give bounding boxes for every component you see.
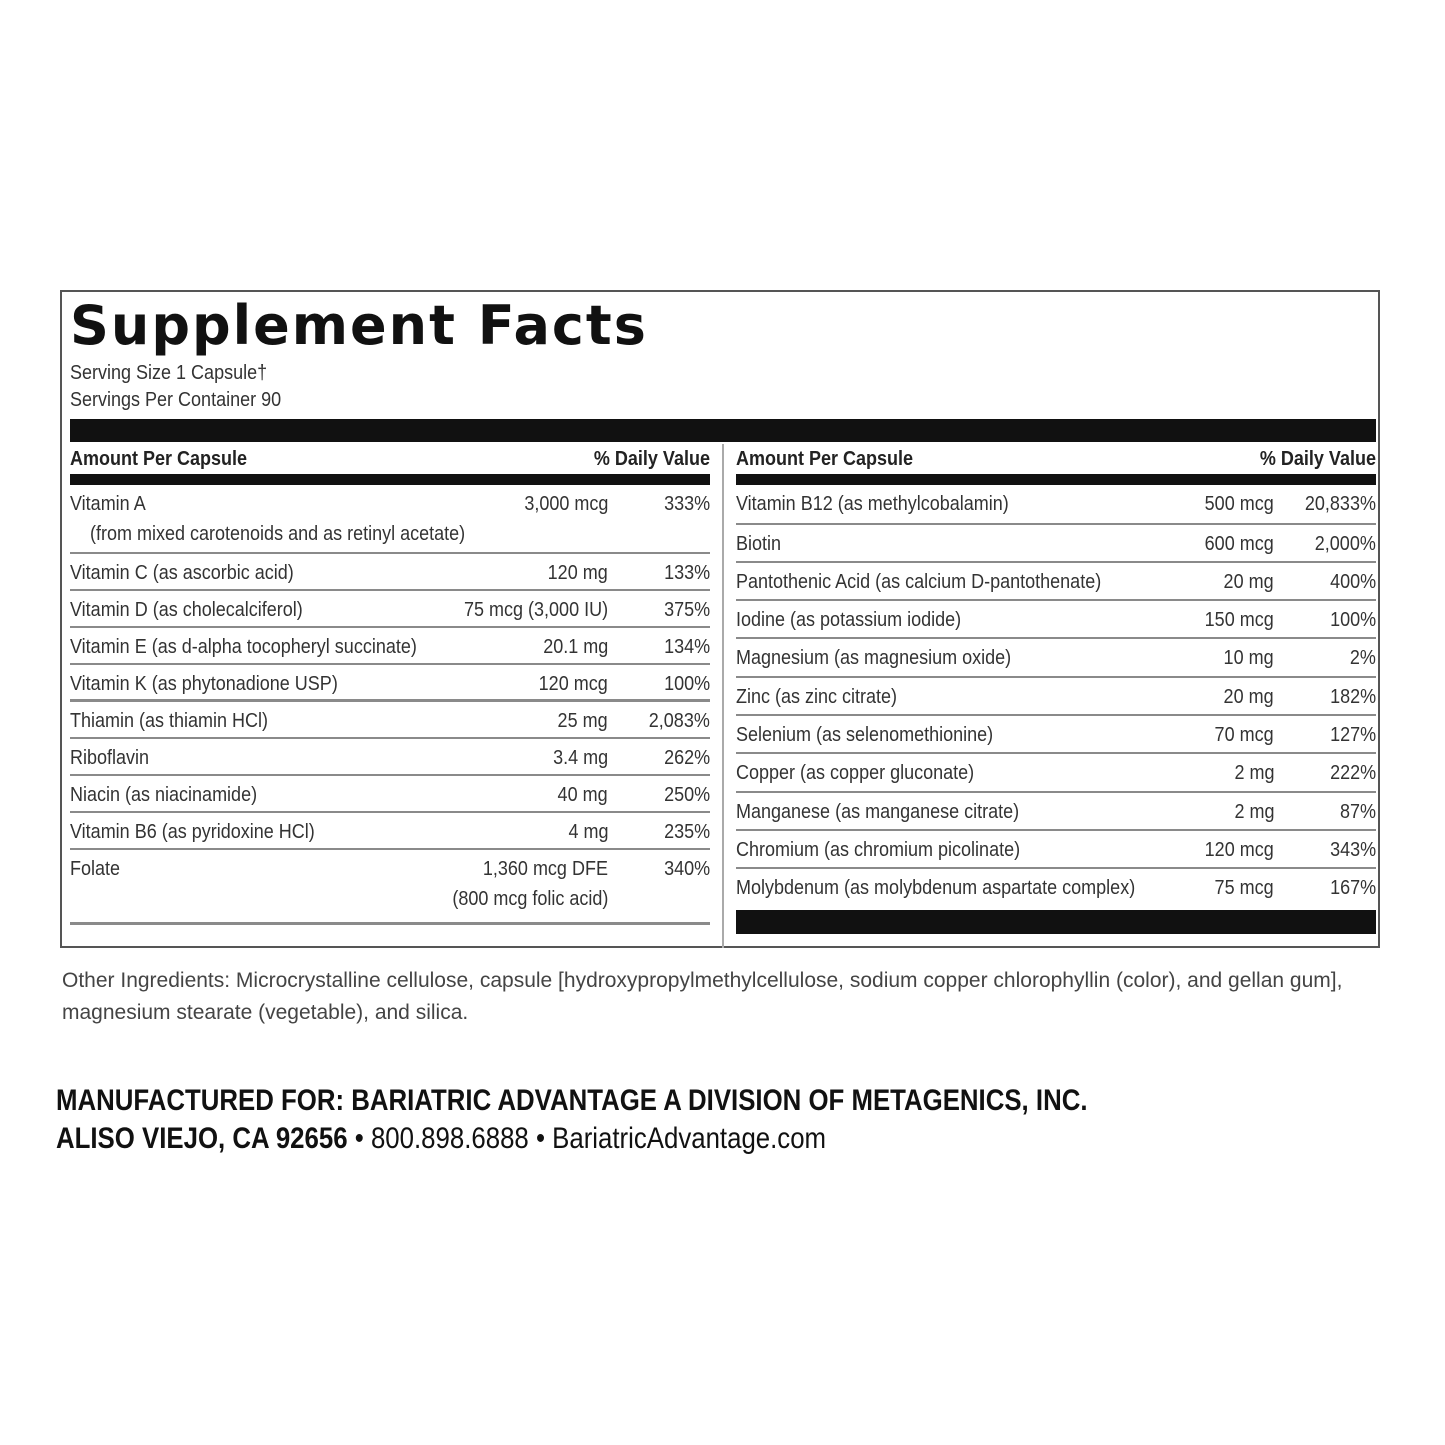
- nutrient-name: Vitamin C (as ascorbic acid): [70, 562, 294, 584]
- table-row: [736, 793, 1376, 831]
- nutrient-amount: 2 mg: [1233, 801, 1274, 823]
- table-row: [70, 485, 710, 554]
- table-row: [736, 525, 1376, 563]
- header-daily-value: % Daily Value: [1259, 448, 1376, 470]
- left-nutrient-column: [70, 444, 710, 919]
- nutrient-name: Selenium (as selenomethionine): [736, 724, 994, 746]
- nutrient-dv: 343%: [1329, 839, 1376, 861]
- table-row: [736, 869, 1376, 908]
- manufacturer-website: BariatricAdvantage.com: [552, 1122, 827, 1155]
- header-daily-value: % Daily Value: [593, 448, 710, 470]
- header-amount: Amount Per Capsule: [736, 448, 914, 470]
- nutrient-name: Vitamin B6 (as pyridoxine HCl): [70, 821, 315, 843]
- left-column-header: [70, 444, 710, 485]
- nutrient-amount: 20 mg: [1223, 571, 1274, 593]
- table-row: [70, 813, 710, 850]
- table-row: [736, 754, 1376, 793]
- serving-size: Serving Size 1 Capsule†: [70, 362, 268, 384]
- nutrient-name: Thiamin (as thiamin HCl): [70, 710, 269, 732]
- nutrient-name: Vitamin D (as cholecalciferol): [70, 599, 303, 621]
- right-nutrient-column: [736, 444, 1376, 908]
- supplement-facts-panel: [60, 290, 1380, 948]
- table-row: [736, 601, 1376, 639]
- nutrient-amount: 2 mg: [1233, 762, 1274, 784]
- table-row: [70, 739, 710, 776]
- nutrient-dv: 2%: [1349, 647, 1376, 669]
- nutrient-amount: 75 mcg: [1214, 877, 1274, 899]
- table-row: [736, 639, 1376, 678]
- nutrient-amount: 3.4 mg: [552, 747, 608, 769]
- nutrient-dv: 262%: [663, 747, 710, 769]
- top-divider-bar: [70, 419, 1376, 442]
- nutrient-dv: 333%: [663, 493, 710, 515]
- table-row: [70, 628, 710, 665]
- nutrient-dv: 134%: [663, 636, 710, 658]
- nutrient-name: Vitamin B12 (as methylcobalamin): [736, 493, 1009, 515]
- nutrient-dv: 167%: [1329, 877, 1376, 899]
- nutrient-name: Manganese (as manganese citrate): [736, 801, 1020, 823]
- manufacturer-phone: 800.898.6888: [370, 1122, 529, 1155]
- manufacturer-line: [56, 1084, 1088, 1118]
- nutrient-amount: 1,360 mcg DFE: [482, 858, 608, 880]
- table-row: [736, 563, 1376, 601]
- nutrient-dv: 133%: [663, 562, 710, 584]
- nutrient-amount: 600 mcg: [1204, 533, 1274, 555]
- nutrient-name: Vitamin A: [70, 493, 146, 515]
- bullet-separator: •: [535, 1122, 553, 1155]
- nutrient-name: Pantothenic Acid (as calcium D-pantothenate): [736, 571, 1102, 593]
- nutrient-name: Magnesium (as magnesium oxide): [736, 647, 1012, 669]
- table-row: [70, 554, 710, 591]
- nutrient-dv: 87%: [1339, 801, 1376, 823]
- nutrient-name: Chromium (as chromium picolinate): [736, 839, 1021, 861]
- nutrient-source: (from mixed carotenoids and as retinyl acetate): [90, 523, 466, 545]
- nutrient-dv: 127%: [1329, 724, 1376, 746]
- table-row: [736, 678, 1376, 716]
- table-row: [70, 702, 710, 739]
- nutrient-name: Iodine (as potassium iodide): [736, 609, 962, 631]
- bullet-separator: •: [354, 1122, 371, 1155]
- nutrient-name: Molybdenum (as molybdenum aspartate complex): [736, 877, 1136, 899]
- manufacturer-name: MANUFACTURED FOR: BARIATRIC ADVANTAGE A DIVISION OF METAGENICS, INC.: [56, 1084, 1088, 1117]
- nutrient-dv: 340%: [663, 858, 710, 880]
- nutrient-amount: 40 mg: [557, 784, 608, 806]
- nutrient-name: Riboflavin: [70, 747, 150, 769]
- manufacturer-contact: [56, 1122, 826, 1156]
- header-amount: Amount Per Capsule: [70, 448, 248, 470]
- table-row: [70, 850, 710, 919]
- servings-per-container: Servings Per Container 90: [70, 389, 282, 411]
- nutrient-amount: 120 mg: [547, 562, 608, 584]
- column-divider: [722, 444, 724, 948]
- nutrient-amount: 500 mcg: [1204, 493, 1274, 515]
- nutrient-dv: 235%: [663, 821, 710, 843]
- nutrient-dv: 100%: [1329, 609, 1376, 631]
- nutrient-dv: 182%: [1329, 686, 1376, 708]
- table-row: [736, 485, 1376, 525]
- nutrient-amount: 75 mcg (3,000 IU): [463, 599, 608, 621]
- nutrient-dv: 100%: [663, 673, 710, 695]
- nutrient-name: Copper (as copper gluconate): [736, 762, 975, 784]
- nutrient-dv: 375%: [663, 599, 710, 621]
- nutrient-amount: 150 mcg: [1204, 609, 1274, 631]
- nutrient-amount: 120 mcg: [1204, 839, 1274, 861]
- other-ingredients: Other Ingredients: Microcrystalline cellulose, capsule [hydroxypropylmethylcellulose, sodium copper chlorophyllin (color), and gellan gum], magnesium stearate (vegetable), and silica.: [62, 969, 1343, 1024]
- left-column-end-rule: [70, 922, 710, 925]
- panel-title: Supplement Facts: [70, 294, 648, 357]
- nutrient-amount: 70 mcg: [1214, 724, 1274, 746]
- nutrient-name: Niacin (as niacinamide): [70, 784, 258, 806]
- nutrient-amount: 20.1 mg: [542, 636, 608, 658]
- nutrient-dv: 2,000%: [1314, 533, 1376, 555]
- nutrient-amount: 4 mg: [567, 821, 608, 843]
- table-row: [70, 776, 710, 813]
- nutrient-amount: 120 mcg: [538, 673, 608, 695]
- nutrient-name: Biotin: [736, 533, 782, 555]
- nutrient-dv: 222%: [1329, 762, 1376, 784]
- nutrient-amount: 3,000 mcg: [523, 493, 608, 515]
- nutrient-dv: 250%: [663, 784, 710, 806]
- right-column-header: [736, 444, 1376, 485]
- nutrient-amount: 20 mg: [1223, 686, 1274, 708]
- table-row: [70, 665, 710, 702]
- table-row: [736, 716, 1376, 754]
- manufacturer-city: ALISO VIEJO, CA 92656: [56, 1122, 348, 1155]
- nutrient-amount: 25 mg: [557, 710, 608, 732]
- nutrient-dv: 400%: [1329, 571, 1376, 593]
- nutrient-name: Vitamin E (as d-alpha tocopheryl succinate): [70, 636, 417, 658]
- bottom-divider-bar: [736, 910, 1376, 934]
- nutrient-name: Folate: [70, 858, 121, 880]
- nutrient-amount-detail: (800 mcg folic acid): [451, 888, 608, 910]
- nutrient-amount: 10 mg: [1223, 647, 1274, 669]
- nutrient-name: Vitamin K (as phytonadione USP): [70, 673, 338, 695]
- nutrient-name: Zinc (as zinc citrate): [736, 686, 898, 708]
- table-row: [70, 591, 710, 628]
- table-row: [736, 831, 1376, 869]
- nutrient-dv: 2,083%: [648, 710, 710, 732]
- nutrient-dv: 20,833%: [1304, 493, 1376, 515]
